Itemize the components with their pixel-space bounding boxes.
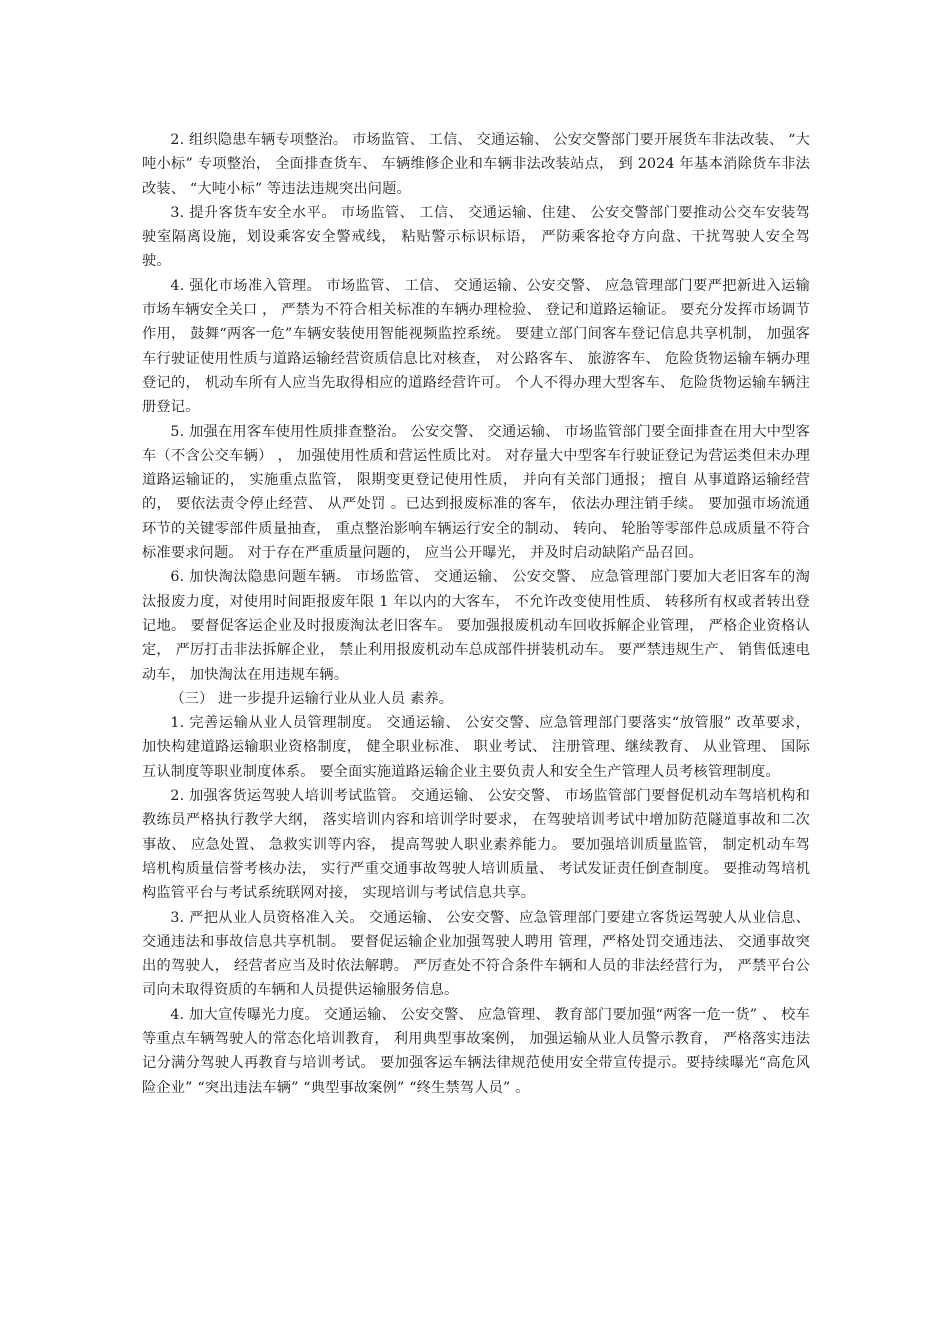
paragraph-item-1: 1. 完善运输从业人员管理制度。 交通运输、 公安交警、应急管理部门要落实“放管服” 改革要求， 加快构建道路运输职业资格制度， 健全职业标准、 职业考试、 注册管理、继续教育、 从业管理、 国际互认制度等职业制度体系。 要全面实施道路运输企业主要负责人和安全生产管理人员考核管理制度。	[142, 715, 810, 780]
paragraph-item-2: 2. 组织隐患车辆专项整治。 市场监管、 工信、 交通运输、 公安交警部门要开展货车非法改装、 “大吨小标” 专项整治， 全面排查货车、 车辆维修企业和车辆非法改装站点， 到 2024 年基本消除货车非法改装、 “大吨小标” 等违法违规突出问题。	[142, 132, 810, 197]
paragraph-item-3b: 3. 严把从业人员资格准入关。 交通运输、 公安交警、应急管理部门要建立客货运驾驶人从业信息、 交通违法和事故信息共享机制。 要督促运输企业加强驾驶人聘用 管理，严格处罚交通违法、 交通事故突出的驾驶人， 经营者应当及时依法解聘。 严厉查处不符合条件车辆和人员的非法经营行为， 严禁平台公司向未取得资质的车辆和人员提供运输服务信息。	[142, 909, 810, 999]
paragraph-item-4: 4. 强化市场准入管理。 市场监管、 工信、 交通运输、公安交警、 应急管理部门要严把新进入运输市场车辆安全关口 ， 严禁为不符合相关标准的车辆办理检验、 登记和道路运输证。 要充分发挥市场调节作用， 鼓舞“两客一危”车辆安装使用智能视频监控系统。 要建立部门间客车登记信息共享机制， 加强客车行驶证使用性质与道路运输经营资质信息比对核查， 对公路客车、 旅游客车、 危险货物运输车辆办理登记的， 机动车所有人应当先取得相应的道路经营许可。 个人不得办理大型客车、 危险货物运输车辆注册登记。	[142, 277, 810, 416]
section-heading: （三） 进一步提升运输行业从业人员 素养。	[170, 690, 454, 707]
document-body	[142, 128, 810, 1100]
paragraph-item-6: 6. 加快淘汰隐患问题车辆。 市场监管、 交通运输、 公安交警、 应急管理部门要加大老旧客车的淘汰报废力度，对使用时间距报废年限 1 年以内的大客车， 不允许改变使用性质、 转移所有权或者转出登记地。 要督促客运企业及时报废淘汰老旧客车。 要加强报废机动车回收拆解企业管理， 严格企业资格认定， 严厉打击非法拆解企业， 禁止利用报废机动车总成部件拼装机动车。 要严禁违规生产、 销售低速电动车， 加快淘汰在用违规车辆。	[142, 569, 810, 683]
paragraph-item-3: 3. 提升客货车安全水平。 市场监管、 工信、 交通运输、住建、 公安交警部门要推动公交车安装驾驶室隔离设施，划设乘客安全警戒线， 粘贴警示标识标语， 严防乘客抢夺方向盘、干扰驾驶人安全驾驶。	[142, 204, 810, 270]
paragraph-item-4b: 4. 加大宣传曝光力度。 交通运输、 公安交警、 应急管理、 教育部门要加强“两客一危一货” 、 校车等重点车辆驾驶人的常态化培训教育， 利用典型事故案例， 加强运输从业人员警示教育， 严格落实违法记分满分驾驶人再教育与培训考试。 要加强客运车辆法律规范使用安全带宣传提示。要持续曝光“高危风险企业” “突出违法车辆” “典型事故案例” “终生禁驾人员” 。	[142, 1006, 810, 1096]
paragraph-item-2b: 2. 加强客货运驾驶人培训考试监管。 交通运输、 公安交警、 市场监管部门要督促机动车驾培机构和教练员严格执行教学大纲， 落实培训内容和培训学时要求， 在驾驶培训考试中增加防范隧道事故和二次事故、 应急处置、 急救实训等内容， 提高驾驶人职业素养能力。 要加强培训质量监管， 制定机动车驾培机构质量信誉考核办法， 实行严重交通事故驾驶人培训质量、 考试发证责任倒查制度。 要推动驾培机构监管平台与考试系统联网对接， 实现培训与考试信息共享。	[142, 788, 810, 902]
paragraph-item-5: 5. 加强在用客车使用性质排查整治。 公安交警、 交通运输、 市场监管部门要全面排查在用大中型客车（不含公交车辆） ， 加强使用性质和营运性质比对。 对存量大中型客车行驶证登记为营运类但未办理道路运输证的， 实施重点监管， 限期变更登记使用性质， 并向有关部门通报； 擅自 从事道路运输经营的， 要依法责令停止经营、 从严处罚 。已达到报废标准的客车， 依法办理注销手续。 要加强市场流通环节的关键零部件质量抽查， 重点整治影响车辆运行安全的制动、 转向、 轮胎等零部件总成质量不符合标准要求问题。 对于存在严重质量问题的， 应当公开曝光， 并及时启动缺陷产品召回。	[142, 423, 810, 562]
